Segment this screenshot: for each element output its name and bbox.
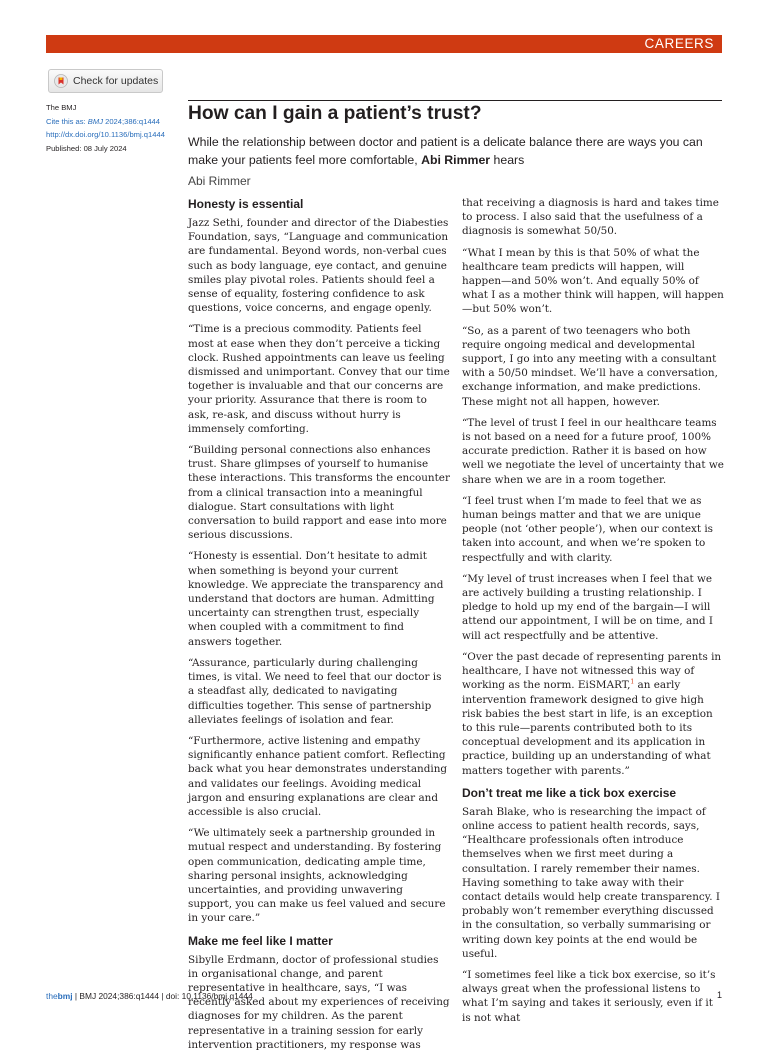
paragraph: “My level of trust increases when I feel that we are actively building a trusting relationship. I pledge to hold up my end of the bargain—I will attend our appointment, I will be on time, and I will act respectfully and be attentive. bbox=[462, 572, 713, 642]
paragraph: Sibylle Erdmann, doctor of professional studies in organisational change, and parent representative in healthcare, says, “I was recently asked about my experiences of receiving diagnoses for my children. As the parent representative in a training session for early intervention practitioners, my response was bbox=[188, 953, 450, 1051]
title-rule bbox=[188, 100, 722, 101]
cite-reference: 2024;386:q1444 bbox=[105, 116, 161, 126]
paragraph bbox=[462, 650, 724, 778]
crossmark-icon bbox=[54, 74, 68, 88]
paragraph: “The level of trust I feel in our healthcare teams is not based on a need for a future proof, 100% accurate prediction. Rather it is based on how well we negotiate the level of uncertainty that we share when we are in a room together. bbox=[462, 416, 724, 486]
standfirst-end: hears bbox=[493, 153, 525, 167]
section-heading: Don’t treat me like a tick box exercise bbox=[462, 785, 677, 800]
brand-the: the bbox=[46, 991, 58, 1001]
paragraph: “So, as a parent of two teenagers who both require ongoing medical and developmental support, I go into any meeting with a consultant with a 50/50 mindset. We’ll have a conversation, exchange information, and make predictions. These might not all happen, however. bbox=[462, 324, 718, 408]
published-date: Published: 08 July 2024 bbox=[46, 143, 127, 153]
paragraph: “Time is a precious commodity. Patients feel most at ease when they don’t perceive a ticking clock. Rushed appointments can leave us feeling dismissed and unimportant. Convey that our time together is invaluable and that our concerns are your priority. Assurance that there is room to ask, re-ask, and discuss without hurry is immensely comforting. bbox=[188, 323, 450, 435]
paragraph: “Furthermore, active listening and empathy significantly enhance patient comfort. Reflecting back what you hear demonstrates understanding and validates our feelings. Avoiding medical jargon and ensuring explanations are clear and accessible is also crucial. bbox=[188, 734, 448, 818]
cite-journal: BMJ bbox=[87, 116, 103, 126]
section-banner bbox=[46, 35, 722, 53]
paragraph: “Assurance, particularly during challenging times, is vital. We need to feel that our doctor is a steadfast ally, dedicated to navigating difficulties together. This sense of partnership alleviates feelings of isolation and fear. bbox=[188, 656, 442, 726]
paragraph: that receiving a diagnosis is hard and takes time to process. I also said that the usefulness of a diagnosis is somewhat 50/50. bbox=[462, 197, 719, 238]
doi-link[interactable]: http://dx.doi.org/10.1136/bmj.q1444 bbox=[46, 130, 165, 140]
paragraph: “I feel trust when I’m made to feel that we as human beings matter and that we are unique people (not ‘other people’), when our context is taken into account, and when we’re spoken to respectfully and with clarity. bbox=[462, 494, 713, 564]
paragraph: “I sometimes feel like a tick box exercise, so it’s always great when the professional listens to what I’m saying and takes it seriously, even if it is not what bbox=[462, 968, 716, 1024]
journal-name: The BMJ bbox=[46, 103, 77, 112]
section-heading: Honesty is essential bbox=[188, 197, 304, 211]
standfirst-author: Abi Rimmer bbox=[421, 153, 491, 167]
paragraph: “Honesty is essential. Don’t hesitate to admit when something is beyond your current knowledge. We appreciate the transparency and understand that doctors are human. Admitting uncertainty can strengthen trust, especially when coupled with a commitment to find answers together. bbox=[188, 550, 444, 648]
paragraph: “We ultimately seek a partnership grounded in mutual respect and understanding. By fostering open communication, dedicating ample time, sharing personal insights, acknowledging uncertainties, and providing unwavering support, you can make us feel valued and secure in your care.” bbox=[188, 827, 446, 925]
section-heading: Make me feel like I matter bbox=[188, 933, 333, 948]
paragraph-text: an early intervention framework designed to give high risk babies the best start in life, is an exception to this rule—parents contributed both to its conceptual development and its application in practice, building up an understanding of what matters together with parents.” bbox=[462, 679, 713, 777]
left-column bbox=[188, 196, 450, 1059]
check-for-updates-label: Check for updates bbox=[73, 75, 159, 87]
standfirst-text: While the relationship between doctor and patient is a delicate balance there are ways you can make your patients feel more comfortable, bbox=[188, 135, 703, 167]
paragraph: “Building personal connections also enhances trust. Share glimpses of yourself to humanise these interactions. This transforms the encounter from a clinical transaction into a meaningful dialogue. Start consultations with light conversation to build rapport and ease into more serious discussions. bbox=[188, 444, 450, 542]
paragraph: Sarah Blake, who is researching the impact of online access to patient health records, says, “Healthcare professionals often introduce themselves when we first meet during a consultation. I rarely remember their names. Having something to take away with their contact details would help create transparency. I probably won’t remember everything discussed in the consultation, so verbally summarising or writing down key points at the end would be useful. bbox=[462, 805, 720, 960]
footer-citation: | BMJ 2024;386:q1444 | doi: 10.1136/bmj.q1444 bbox=[72, 991, 253, 1001]
check-for-updates-button[interactable] bbox=[48, 69, 163, 93]
brand-bmj: bmj bbox=[57, 991, 73, 1001]
paragraph: “What I mean by this is that 50% of what the healthcare team predicts will happen, will happen—and 50% won’t. And equally 50% of what I as a mother think will happen, will happen—but 50% won’t. bbox=[462, 246, 724, 316]
paragraph-text: “Over the past decade of representing parents in healthcare, I have not witnessed this way of working as the norm. EiSMART, bbox=[462, 650, 722, 692]
paragraph: Jazz Sethi, founder and director of the Diabesties Foundation, says, “Language and communication are fundamental. Beyond words, non-verbal cues such as body language, eye contact, and genuine smiles play pivotal roles. Patients should feel a sense of equality, fostering confidence to ask questions, voice concerns, and engage openly. bbox=[188, 217, 449, 315]
standfirst bbox=[188, 133, 722, 169]
section-label: CAREERS bbox=[644, 36, 714, 51]
cite-label: Cite this as: bbox=[46, 116, 86, 126]
page-number: 1 bbox=[716, 990, 722, 1000]
reference-link[interactable]: 1 bbox=[630, 678, 635, 686]
page-footer bbox=[46, 991, 253, 1001]
byline: Abi Rimmer bbox=[188, 174, 251, 188]
right-column bbox=[462, 196, 724, 1032]
citation bbox=[46, 115, 176, 129]
article-metadata bbox=[46, 101, 176, 155]
article-title: How can I gain a patient’s trust? bbox=[188, 103, 482, 124]
